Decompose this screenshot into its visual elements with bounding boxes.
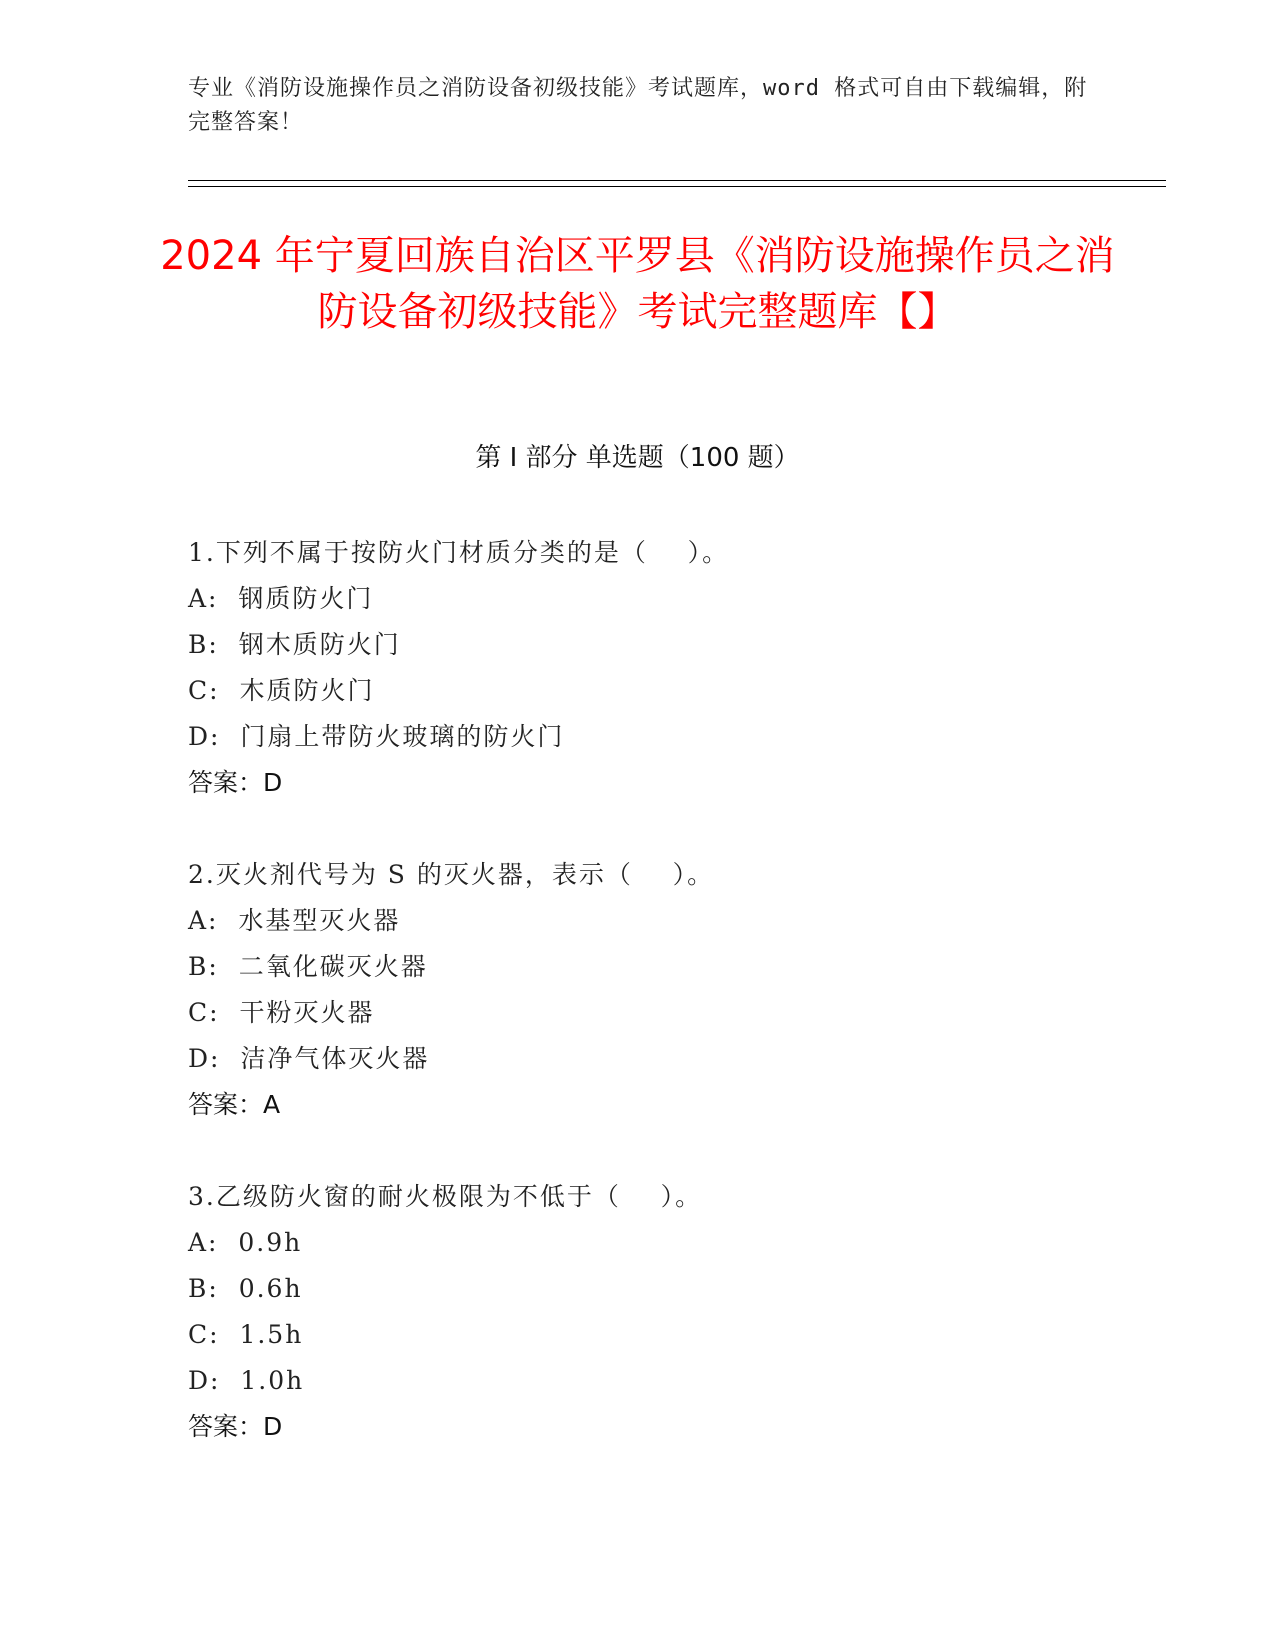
- option-a: A: 钢质防火门: [188, 584, 374, 613]
- option-a: A: 水基型灭火器: [188, 906, 401, 935]
- section-heading: 第 I 部分 单选题（100 题）: [475, 443, 800, 473]
- question-3: [188, 1174, 1168, 1450]
- answer-line: 答案：D: [188, 768, 283, 797]
- option-c: C: 1.5h: [188, 1320, 304, 1349]
- header-rule-bottom: [188, 186, 1166, 187]
- option-c: C: 干粉灭火器: [188, 998, 375, 1027]
- answer-line: 答案：D: [188, 1412, 283, 1441]
- option-b: B: 0.6h: [188, 1274, 303, 1303]
- option-d: D: 1.0h: [188, 1366, 305, 1395]
- header-rule-top: [188, 180, 1166, 181]
- answer-line: 答案：A: [188, 1090, 281, 1119]
- question-1: [188, 530, 1168, 806]
- question-stem: 1.下列不属于按防火门材质分类的是（ ）。: [188, 538, 730, 567]
- option-a: A: 0.9h: [188, 1228, 303, 1257]
- option-d: D: 门扇上带防火玻璃的防火门: [188, 722, 565, 751]
- question-2: [188, 852, 1168, 1128]
- option-d: D: 洁净气体灭火器: [188, 1044, 430, 1073]
- question-list: [188, 530, 1168, 1496]
- option-b: B: 钢木质防火门: [188, 630, 401, 659]
- document-title: 2024 年宁夏回族自治区平罗县《消防设施操作员之消防设备初级技能》考试完整题库【】: [160, 233, 1115, 335]
- question-stem: 2.灭火剂代号为 S 的灭火器，表示（ ）。: [188, 860, 715, 889]
- header-note: 专业《消防设施操作员之消防设备初级技能》考试题库，word 格式可自由下载编辑，附完整答案！: [188, 76, 1088, 135]
- option-b: B: 二氧化碳灭火器: [188, 952, 428, 981]
- option-c: C: 木质防火门: [188, 676, 375, 705]
- question-stem: 3.乙级防火窗的耐火极限为不低于（ ）。: [188, 1182, 703, 1211]
